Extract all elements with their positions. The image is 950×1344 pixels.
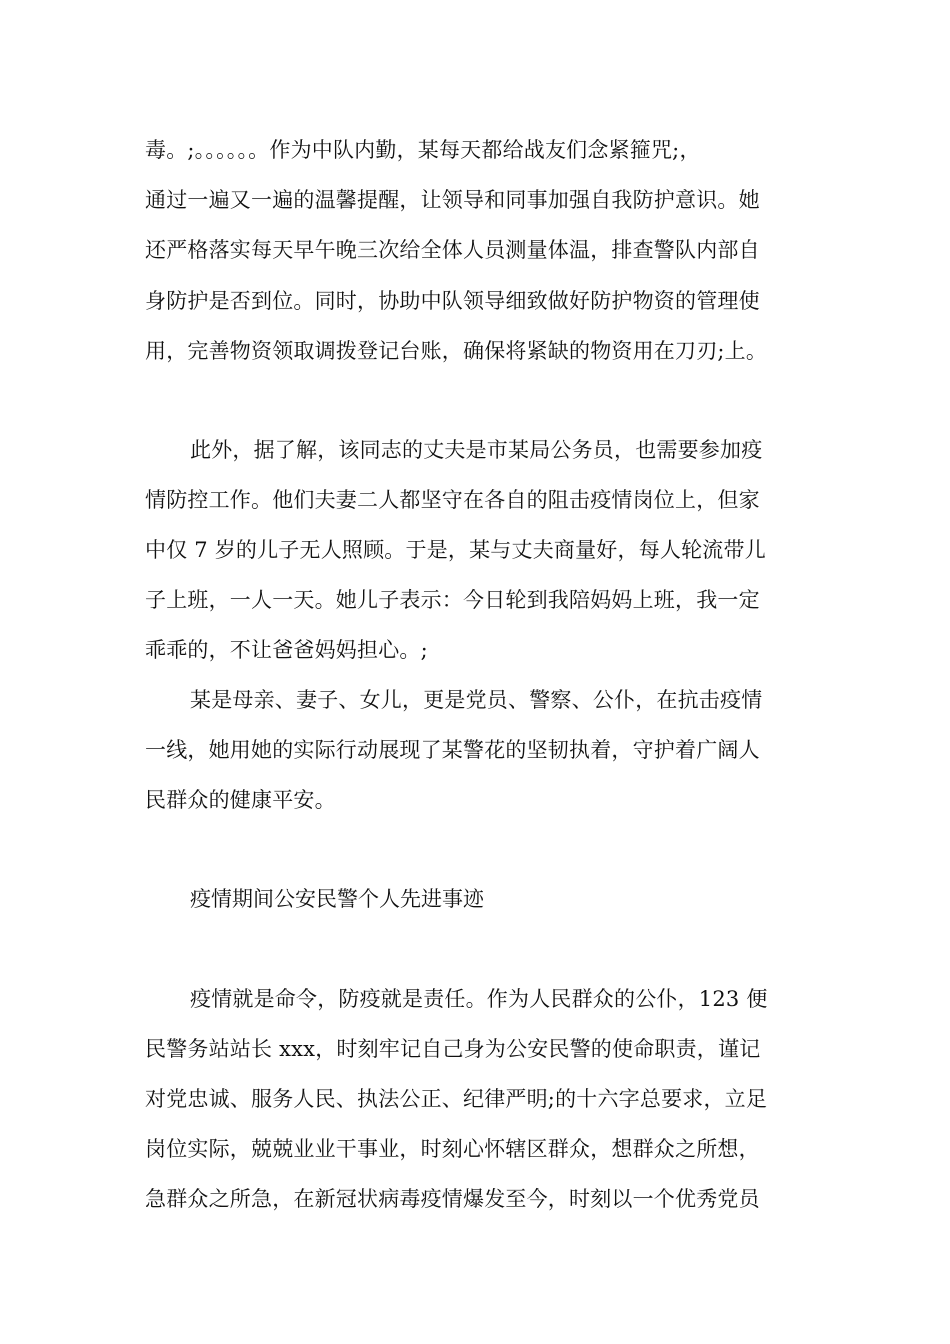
paragraph-3-line-2: 一线，她用她的实际行动展现了某警花的坚韧执着，守护着广阔人 [145,738,760,762]
paragraph-4-line-2: 民警务站站长 xxx，时刻牢记自己身为公安民警的使命职责，谨记 [145,1037,761,1061]
paragraph-3-line-1: 某是母亲、妻子、女儿，更是党员、警察、公仆，在抗击疫情 [190,688,763,712]
paragraph-3-line-3: 民群众的健康平安。 [145,788,336,812]
paragraph-2-line-5: 乖乖的，不让爸爸妈妈担心。; [145,638,428,662]
paragraph-1-line-3: 还严格落实每天早午晚三次给全体人员测量体温，排查警队内部自 [145,238,760,262]
paragraph-1-line-1: 毒。;。。。。。。作为中队内勤，某每天都给战友们念紧箍咒;， [145,138,701,162]
paragraph-2-line-3: 中仅 7 岁的儿子无人照顾。于是，某与丈夫商量好，每人轮流带儿 [145,538,766,562]
section-title: 疫情期间公安民警个人先进事迹 [190,887,484,911]
paragraph-1-line-5: 用，完善物资领取调拨登记台账，确保将紧缺的物资用在刀刃;上。 [145,339,768,363]
paragraph-4-line-1: 疫情就是命令，防疫就是责任。作为人民群众的公仆，123 便 [190,987,768,1011]
paragraph-1-line-2: 通过一遍又一遍的温馨提醒，让领导和同事加强自我防护意识。她 [145,188,760,212]
paragraph-4-line-5: 急群众之所急，在新冠状病毒疫情爆发至今，时刻以一个优秀党员 [145,1187,760,1211]
paragraph-2-line-1: 此外，据了解，该同志的丈夫是市某局公务员，也需要参加疫 [190,438,763,462]
paragraph-4-line-4: 岗位实际，兢兢业业干事业，时刻心怀辖区群众，想群众之所想， [145,1137,760,1161]
paragraph-1-line-4: 身防护是否到位。同时，协助中队领导细致做好防护物资的管理使 [145,289,760,313]
paragraph-4-line-3: 对党忠诚、服务人民、执法公正、纪律严明;的十六字总要求，立足 [145,1087,768,1111]
paragraph-2-line-4: 子上班，一人一天。她儿子表示：今日轮到我陪妈妈上班，我一定 [145,588,760,612]
paragraph-2-line-2: 情防控工作。他们夫妻二人都坚守在各自的阻击疫情岗位上，但家 [145,488,760,512]
